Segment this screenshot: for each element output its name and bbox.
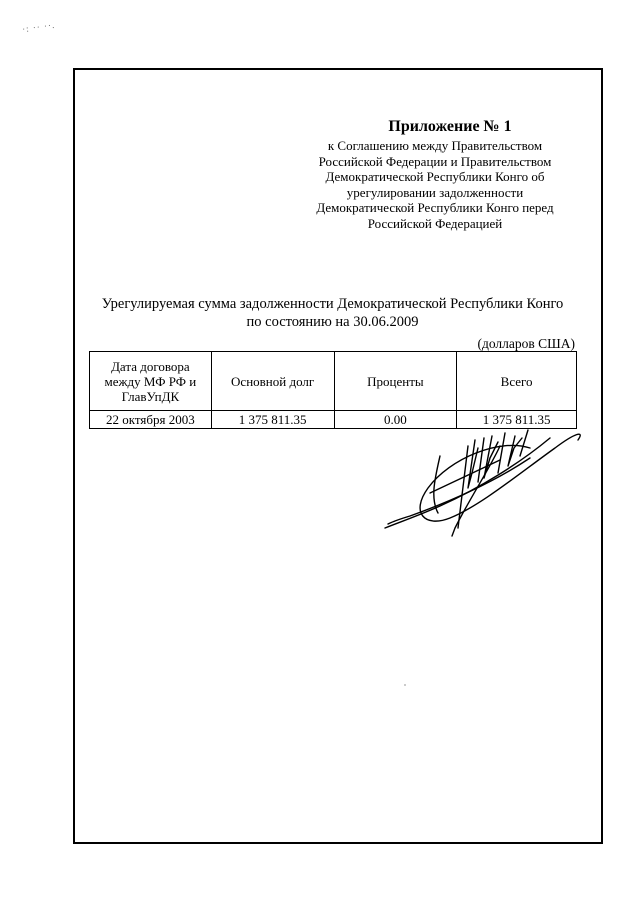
appendix-line: Демократической Республики Конго перед — [316, 200, 554, 215]
appendix-block — [300, 118, 570, 231]
header-total: Всего — [457, 352, 577, 411]
appendix-line: Российской Федерацией — [367, 215, 503, 231]
cell-contract-date: 22 октября 2003 — [90, 411, 212, 429]
heading-line-2: по состоянию на 30.06.2009 — [246, 314, 419, 330]
table-header-row — [90, 352, 577, 411]
document-heading — [90, 295, 575, 331]
header-principal: Основной долг — [211, 352, 334, 411]
appendix-line: Российской Федерации и Правительством — [318, 153, 552, 169]
header-contract-date: Дата договора между МФ РФ и ГлавУпДК — [90, 352, 212, 411]
handwritten-signature — [380, 418, 590, 543]
appendix-line: урегулировании задолженности — [346, 184, 524, 200]
appendix-line: Демократической Республики Конго об — [325, 169, 545, 184]
scan-artifact: ·: ·· ··. — [21, 19, 56, 35]
cell-total: 1 375 811.35 — [457, 411, 577, 429]
appendix-line: к Соглашению между Правительством — [327, 138, 543, 153]
header-interest: Проценты — [334, 352, 457, 411]
heading-line-1: Урегулируемая сумма задолженности Демократической Республики Конго — [101, 296, 564, 312]
appendix-title: Приложение № 1 — [388, 118, 512, 135]
scan-speck — [404, 684, 406, 686]
cell-interest: 0.00 — [334, 411, 457, 429]
currency-note: (долларов США) — [477, 336, 575, 351]
cell-principal: 1 375 811.35 — [211, 411, 334, 429]
